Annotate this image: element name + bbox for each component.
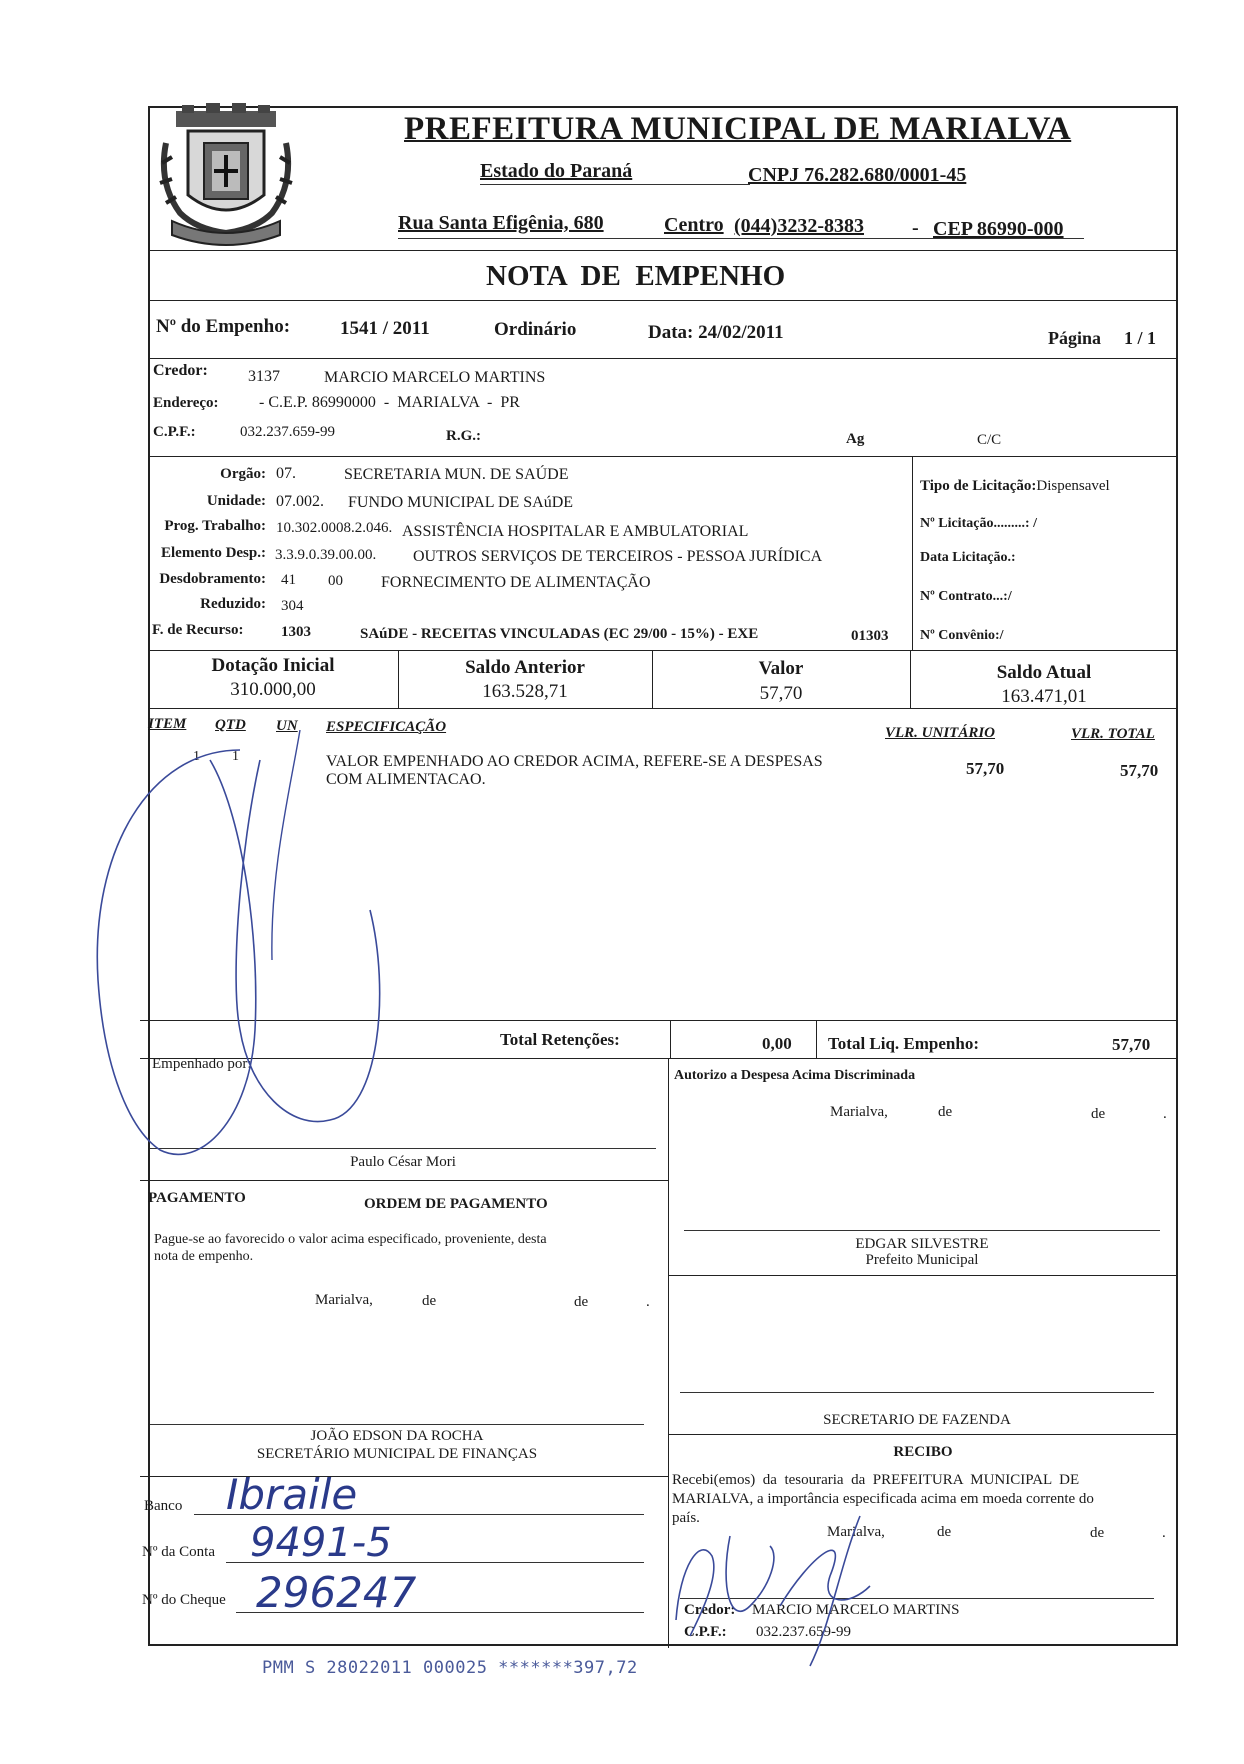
endereco-label: Endereço: (153, 395, 219, 411)
divider (140, 1476, 668, 1477)
items-header-spec: ESPECIFICAÇÃO (326, 719, 447, 735)
licitacao-numero: Nº Licitação.........: / (920, 516, 1037, 531)
empenho-date: Data: 24/02/2011 (648, 322, 784, 343)
item-desc-line1: VALOR EMPENHADO AO CREDOR ACIMA, REFERE-SE A DESPESAS (326, 753, 823, 770)
pagamento-label: PAGAMENTO (148, 1190, 246, 1206)
divider (148, 358, 1178, 359)
divider (670, 1020, 671, 1058)
doc-title: NOTA DE EMPENHO (486, 260, 786, 292)
header-cep: CEP 86990-000 (933, 218, 1064, 240)
licitacao-convenio: Nº Convênio:/ (920, 628, 1004, 643)
licitacao-contrato: Nº Contrato...:/ (920, 589, 1012, 604)
conta-label: Nº da Conta (142, 1544, 215, 1560)
item-total-value: 57,70 (1120, 761, 1159, 780)
autorizo-name: EDGAR SILVESTRE (855, 1236, 989, 1252)
divider (140, 1180, 668, 1181)
autorizo-signature-line (684, 1230, 1160, 1231)
divider (148, 300, 1178, 301)
unidade-code: 07.002. (276, 493, 324, 510)
desdobramento-label: Desdobramento: (159, 571, 266, 587)
empenhado-signature (90, 730, 410, 1170)
licitacao-tipo-value: Dispensavel (1036, 478, 1110, 494)
header-dash: - (912, 217, 919, 239)
items-header-item: ITEM (148, 716, 187, 732)
credor-label: Credor: (153, 362, 208, 379)
cheque-handwriting: 296247 (256, 1568, 417, 1617)
autorizo-de2: de (1091, 1106, 1106, 1122)
divider (148, 456, 1178, 457)
autorizo-dot: . (1163, 1106, 1167, 1122)
item-unit-value: 57,70 (966, 759, 1005, 778)
header-state: Estado do Paraná (480, 160, 633, 182)
item-qty: 1 (232, 749, 239, 764)
recurso-name: SAúDE - RECEITAS VINCULADAS (EC 29/00 - 15%) - EXE (360, 626, 759, 642)
header-address: Rua Santa Efigênia, 680 (398, 212, 604, 234)
valor-value: 57,70 (759, 683, 803, 704)
dotacao-label: Dotação Inicial (211, 655, 335, 676)
autorizo-role: Prefeito Municipal (865, 1252, 979, 1268)
saldo-anterior-value: 163.528,71 (482, 681, 568, 702)
pagamento-role: SECRETÁRIO MUNICIPAL DE FINANÇAS (256, 1446, 538, 1462)
elemento-label: Elemento Desp.: (161, 545, 266, 561)
municipal-crest-icon (156, 103, 296, 248)
divider (148, 650, 1178, 651)
recibo-cpf-label: C.P.F.: (684, 1624, 727, 1640)
autorizo-label: Autorizo a Despesa Acima Discriminada (674, 1068, 916, 1083)
recurso-code: 1303 (281, 624, 311, 640)
autorizo-place: Marialva, (830, 1104, 888, 1120)
secretario-signature-line (680, 1392, 1154, 1393)
recibo-text2: MARIALVA, a importância especificada acima em moeda corrente do (672, 1491, 1094, 1507)
header-title: PREFEITURA MUNICIPAL DE MARIALVA (404, 111, 1072, 147)
desdobramento-name: FORNECIMENTO DE ALIMENTAÇÃO (381, 574, 651, 591)
saldo-anterior-label: Saldo Anterior (465, 657, 585, 678)
page-label: Página (1048, 328, 1102, 348)
rg-label: R.G.: (446, 428, 481, 444)
prog-label: Prog. Trabalho: (164, 518, 266, 534)
dotacao-value: 310.000,00 (230, 679, 316, 700)
valor-label: Valor (758, 658, 804, 679)
saldo-atual-value: 163.471,01 (1001, 686, 1087, 707)
retencoes-label: Total Retenções: (500, 1030, 620, 1049)
orgao-code: 07. (276, 465, 296, 482)
empenhado-name: Paulo César Mori (350, 1154, 456, 1170)
divider (912, 456, 913, 650)
pagamento-de2: de (574, 1294, 589, 1310)
liquido-value: 57,70 (1112, 1035, 1151, 1054)
orgao-name: SECRETARIA MUN. DE SAÚDE (344, 466, 569, 483)
prog-name: ASSISTÊNCIA HOSPITALAR E AMBULATORIAL (402, 523, 749, 540)
divider (148, 708, 1178, 709)
items-header-unit-value: VLR. UNITÁRIO (885, 725, 996, 741)
header-phone: (044)3232-8383 (734, 215, 864, 237)
payment-stamp: PMM S 28022011 000025 *******397,72 (262, 1658, 638, 1678)
divider (816, 1020, 817, 1058)
recibo-signature (660, 1496, 920, 1676)
unidade-label: Unidade: (206, 493, 266, 509)
desdobramento-code1: 41 (281, 572, 296, 588)
items-header-un: UN (276, 718, 298, 734)
banco-handwriting: Ibraile (226, 1470, 358, 1519)
page-number: 1 / 1 (1124, 328, 1157, 348)
divider (668, 1275, 1178, 1276)
empenho-type: Ordinário (494, 319, 577, 340)
header-district: Centro (664, 214, 724, 236)
recibo-text3: país. (672, 1510, 700, 1526)
items-header-qtd: QTD (215, 717, 246, 733)
empenho-number: 1541 / 2011 (340, 318, 430, 339)
elemento-code: 3.3.9.0.39.00.00. (275, 547, 377, 563)
liquido-label: Total Liq. Empenho: (828, 1034, 979, 1053)
unidade-name: FUNDO MUNICIPAL DE SAúDE (348, 494, 574, 511)
recibo-de1: de (937, 1524, 952, 1540)
header-address-line (398, 238, 1084, 239)
recibo-credor-label: Credor: (684, 1602, 736, 1618)
endereco-value: - C.E.P. 86990000 - MARIALVA - PR (259, 394, 520, 411)
pagamento-dot: . (646, 1294, 650, 1310)
retencoes-value: 0,00 (762, 1034, 792, 1053)
licitacao-tipo-label: Tipo de Licitação: (920, 478, 1037, 494)
secretario-label: SECRETARIO DE FAZENDA (823, 1412, 1011, 1428)
item-desc-line2: COM ALIMENTACAO. (326, 771, 486, 788)
licitacao-tipo (920, 478, 1110, 495)
recibo-place: Marialva, (827, 1524, 885, 1540)
recibo-title: RECIBO (893, 1444, 953, 1460)
licitacao-data: Data Licitação.: (920, 550, 1016, 565)
ordem-label: ORDEM DE PAGAMENTO (364, 1196, 548, 1212)
pagamento-text1: Pague-se ao favorecido o valor acima especificado, proveniente, desta (154, 1232, 547, 1247)
pagamento-text2: nota de empenho. (154, 1249, 254, 1264)
cheque-label: Nº do Cheque (142, 1592, 226, 1608)
reduzido-label: Reduzido: (200, 596, 266, 612)
autorizo-de1: de (938, 1104, 953, 1120)
pagamento-de1: de (422, 1293, 437, 1309)
recibo-dot: . (1162, 1525, 1166, 1541)
recibo-credor-value: MARCIO MARCELO MARTINS (752, 1602, 960, 1618)
recurso-label: F. de Recurso: (152, 622, 244, 638)
orgao-label: Orgão: (220, 466, 266, 482)
cc-label: C/C (977, 432, 1002, 448)
reduzido-value: 304 (281, 598, 304, 614)
recurso-code2: 01303 (851, 628, 889, 644)
elemento-name: OUTROS SERVIÇOS DE TERCEIROS - PESSOA JURÍDICA (413, 548, 823, 565)
empenho-number-label: Nº do Empenho: (156, 316, 291, 337)
ag-label: Ag (846, 431, 865, 447)
divider (148, 250, 1178, 251)
empenhado-label: Empenhado por: (152, 1056, 252, 1072)
banco-label: Banco (144, 1498, 183, 1514)
pagamento-signature-line (150, 1424, 644, 1425)
items-header-total-value: VLR. TOTAL (1071, 726, 1155, 742)
saldo-atual-label: Saldo Atual (996, 662, 1092, 683)
recibo-de2: de (1090, 1525, 1105, 1541)
recibo-text1: Recebi(emos) da tesouraria da PREFEITURA MUNICIPAL DE (672, 1472, 1080, 1488)
header-cnpj: CNPJ 76.282.680/0001-45 (748, 164, 967, 186)
divider (668, 1434, 1178, 1435)
credor-code: 3137 (248, 368, 280, 385)
recibo-cpf-value: 032.237.659-99 (756, 1624, 851, 1640)
cpf-value: 032.237.659-99 (240, 424, 335, 440)
item-number: 1 (193, 749, 200, 764)
header-state-line (480, 184, 750, 185)
cpf-label: C.P.F.: (153, 424, 196, 440)
conta-handwriting: 9491-5 (250, 1520, 392, 1566)
pagamento-name: JOÃO EDSON DA ROCHA (310, 1428, 484, 1444)
credor-name: MARCIO MARCELO MARTINS (324, 369, 546, 386)
pagamento-place: Marialva, (315, 1292, 373, 1308)
prog-code: 10.302.0008.2.046. (276, 520, 393, 536)
desdobramento-code2: 00 (328, 573, 343, 589)
